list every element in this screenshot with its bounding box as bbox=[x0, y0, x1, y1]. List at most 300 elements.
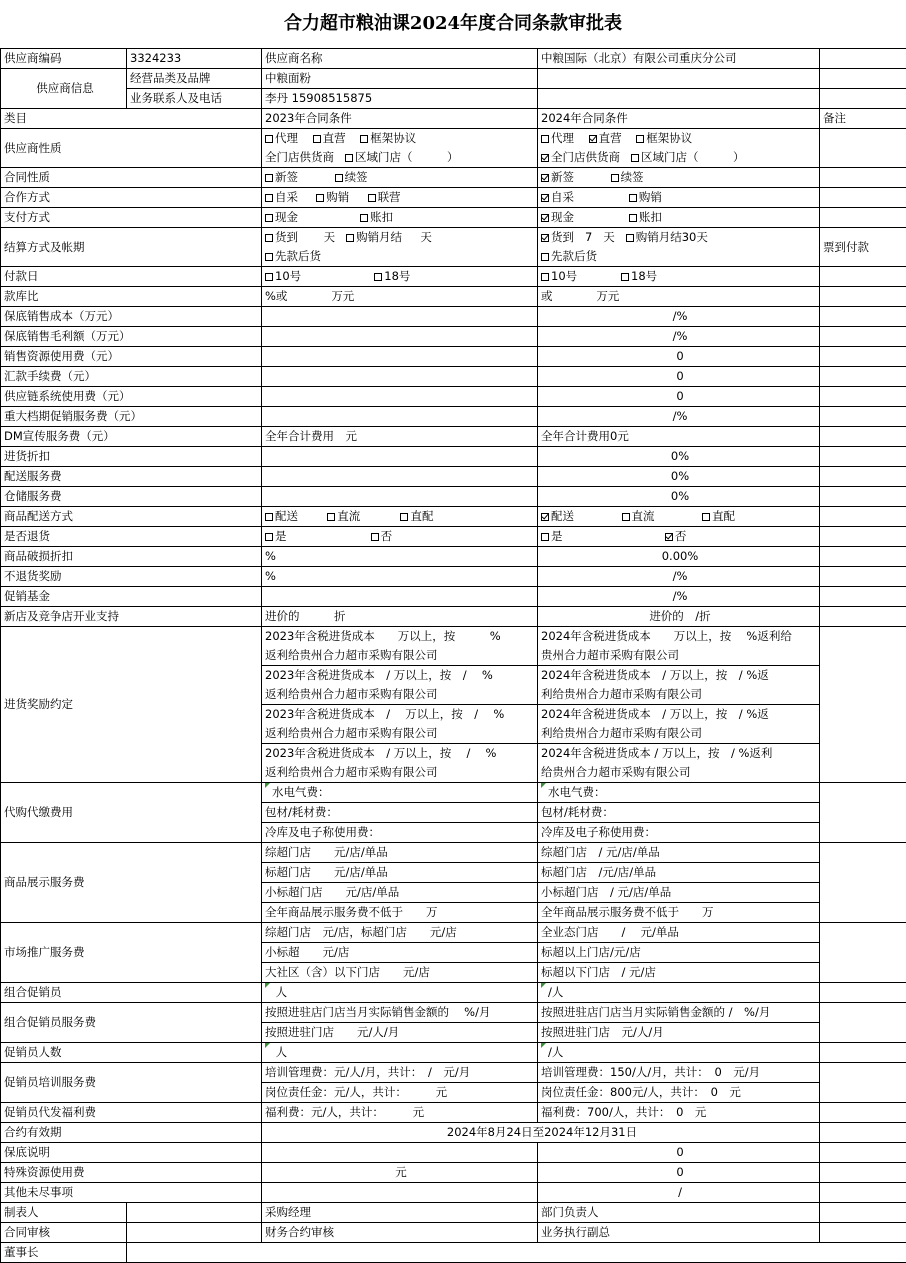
value-2024: 0% bbox=[538, 487, 820, 507]
display-2024-2: 标超门店 /元/店/单品 bbox=[538, 863, 820, 883]
empty-cell bbox=[820, 1103, 906, 1123]
row-sign-3 bbox=[1, 1243, 906, 1263]
rebate-2024-3 bbox=[538, 705, 820, 744]
pay-method-label: 支付方式 bbox=[1, 208, 262, 228]
promoter-2024 bbox=[538, 983, 820, 1003]
row-welfare bbox=[1, 1103, 906, 1123]
header-remark: 备注 bbox=[820, 109, 906, 129]
value-2023 bbox=[262, 327, 538, 347]
option-label: 18号 bbox=[631, 269, 657, 283]
option-label: 区域门店 bbox=[355, 150, 401, 164]
value-2024: 0 bbox=[538, 387, 820, 407]
pay-day-label: 付款日 bbox=[1, 267, 262, 287]
display-2024-1: 综超门店 / 元/店/单品 bbox=[538, 843, 820, 863]
value-2023: 全年合计费用 元 bbox=[262, 427, 538, 447]
option-label: 自采 bbox=[275, 190, 298, 204]
supplier-name-label: 供应商名称 bbox=[262, 49, 538, 69]
checkbox[interactable] bbox=[265, 533, 273, 541]
empty-cell bbox=[820, 507, 906, 527]
row-guarantee bbox=[1, 1143, 906, 1163]
settle-text: 天 bbox=[420, 230, 432, 244]
rebate-line: 2023年含税进货成本 / 万以上，按 / % bbox=[265, 705, 537, 724]
row-other bbox=[1, 1183, 906, 1203]
nature-2023 bbox=[262, 129, 538, 168]
ratio-text: 万元 bbox=[596, 289, 619, 303]
supplier-name-value: 中粮国际（北京）有限公司重庆分公司 bbox=[538, 49, 820, 69]
checkbox[interactable] bbox=[265, 234, 273, 242]
empty-cell bbox=[820, 607, 906, 627]
checkbox[interactable] bbox=[541, 253, 549, 261]
contract-type-2023 bbox=[262, 168, 538, 188]
value-2023: % bbox=[262, 567, 538, 587]
value-2024: 0 bbox=[538, 347, 820, 367]
display-label: 商品展示服务费 bbox=[1, 843, 262, 923]
market-2023-3: 大社区（含）以下门店 元/店 bbox=[262, 963, 538, 983]
checkbox[interactable] bbox=[541, 273, 549, 281]
comment-marker-icon bbox=[541, 983, 546, 988]
empty-cell bbox=[820, 587, 906, 607]
empty-cell bbox=[820, 129, 906, 168]
nature-2024 bbox=[538, 129, 820, 168]
row-promo-fund bbox=[1, 587, 906, 607]
empty-cell bbox=[820, 327, 906, 347]
promoter-count-2024 bbox=[538, 1043, 820, 1063]
checkbox[interactable] bbox=[265, 135, 273, 143]
row-label: 保底销售毛利额（万元） bbox=[1, 327, 262, 347]
option-label: 购销 bbox=[639, 190, 662, 204]
row-label: 销售资源使用费（元） bbox=[1, 347, 262, 367]
row-market-1 bbox=[1, 923, 906, 943]
empty-cell bbox=[820, 843, 906, 923]
settle-label: 结算方式及帐期 bbox=[1, 228, 262, 267]
value-2023 bbox=[262, 587, 538, 607]
value-2024: /% bbox=[538, 327, 820, 347]
checkbox[interactable] bbox=[702, 513, 710, 521]
market-label: 市场推广服务费 bbox=[1, 923, 262, 983]
checkbox[interactable] bbox=[265, 174, 273, 182]
training-2024-1: 培训管理费：150/人/月，共计： 0 元/月 bbox=[538, 1063, 820, 1083]
rebate-line: 返利给贵州合力超市采购有限公司 bbox=[265, 724, 537, 743]
agency-2023-1 bbox=[262, 783, 538, 803]
special-2023: 元 bbox=[262, 1163, 538, 1183]
value-2023 bbox=[262, 367, 538, 387]
row-label: 进货折扣 bbox=[1, 447, 262, 467]
option-label: 直配 bbox=[712, 509, 735, 523]
supplier-code-value: 3324233 bbox=[127, 49, 262, 69]
ratio-text: %或 bbox=[265, 289, 287, 303]
settle-remark: 票到付款 bbox=[820, 228, 906, 267]
promoter-fee-2024-2: 按照进驻门店 元/人/月 bbox=[538, 1023, 820, 1043]
empty-cell bbox=[820, 367, 906, 387]
row-min-sales-cost bbox=[1, 307, 906, 327]
rebate-line: 利给贵州合力超市采购有限公司 bbox=[541, 685, 819, 704]
checkbox[interactable] bbox=[313, 135, 321, 143]
maker-field[interactable] bbox=[127, 1203, 262, 1223]
rebate-line: 2024年含税进货成本 / 万以上，按 / %返 bbox=[541, 705, 819, 724]
checkbox[interactable] bbox=[541, 194, 549, 202]
value-2024: /% bbox=[538, 407, 820, 427]
comment-marker-icon bbox=[265, 983, 270, 988]
row-damage-discount bbox=[1, 547, 906, 567]
row-sign-1 bbox=[1, 1203, 906, 1223]
row-label: 不退货奖励 bbox=[1, 567, 262, 587]
empty-cell bbox=[820, 69, 906, 89]
empty-cell bbox=[820, 188, 906, 208]
vp-label: 业务执行副总 bbox=[538, 1223, 820, 1243]
rebate-label: 进货奖励约定 bbox=[1, 627, 262, 783]
row-contract-type bbox=[1, 168, 906, 188]
value-2023 bbox=[262, 487, 538, 507]
option-label: 框架协议 bbox=[370, 131, 416, 145]
purchase-manager-label: 采购经理 bbox=[262, 1203, 538, 1223]
value-2024: 0.00% bbox=[538, 547, 820, 567]
checkbox[interactable] bbox=[629, 194, 637, 202]
row-pay-method bbox=[1, 208, 906, 228]
empty-cell bbox=[820, 467, 906, 487]
option-label: 账扣 bbox=[370, 210, 393, 224]
agency-2024-2: 包材/耗材费： bbox=[538, 803, 820, 823]
value-2023: % bbox=[262, 547, 538, 567]
settle-text: 货到 bbox=[275, 230, 298, 244]
contact-value: 李丹 15908515875 bbox=[262, 89, 538, 109]
checkbox[interactable] bbox=[541, 533, 549, 541]
empty-cell bbox=[820, 487, 906, 507]
inventory-ratio-label: 款库比 bbox=[1, 287, 262, 307]
promoter-count-text: 人 bbox=[276, 1045, 288, 1059]
checkbox[interactable] bbox=[265, 273, 273, 281]
page-title: 合力超市粮油课2024年度合同条款审批表 bbox=[0, 0, 906, 48]
rebate-line: 2024年含税进货成本 / 万以上，按 / %返利 bbox=[541, 744, 819, 763]
returnable-label: 是否退货 bbox=[1, 527, 262, 547]
welfare-label: 促销员代发福利费 bbox=[1, 1103, 262, 1123]
value-2024: 0% bbox=[538, 447, 820, 467]
coop-2023 bbox=[262, 188, 538, 208]
checkbox[interactable] bbox=[265, 253, 273, 261]
rebate-2024-4 bbox=[538, 744, 820, 783]
display-2023-3: 小标超门店 元/店/单品 bbox=[262, 883, 538, 903]
contract-type-2024 bbox=[538, 168, 820, 188]
row-validity bbox=[1, 1123, 906, 1143]
settle-text: 先款后货 bbox=[551, 249, 597, 263]
rebate-2023-2 bbox=[262, 666, 538, 705]
empty-cell bbox=[820, 307, 906, 327]
training-2024-2: 岗位责任金：800元/人，共计： 0 元 bbox=[538, 1083, 820, 1103]
validity-value: 2024年8月24日至2024年12月31日 bbox=[262, 1123, 820, 1143]
checkbox[interactable] bbox=[621, 273, 629, 281]
review-field[interactable] bbox=[127, 1223, 262, 1243]
row-no-return-reward bbox=[1, 567, 906, 587]
region-paren: （ ） bbox=[401, 150, 459, 164]
rebate-line: 返利给贵州合力超市采购有限公司 bbox=[265, 646, 537, 665]
empty-cell bbox=[820, 783, 906, 843]
option-label: 账扣 bbox=[639, 210, 662, 224]
empty-cell bbox=[820, 983, 906, 1003]
row-dm-fee bbox=[1, 427, 906, 447]
promoter-2023 bbox=[262, 983, 538, 1003]
empty-cell bbox=[820, 1223, 906, 1243]
special-2024: 0 bbox=[538, 1163, 820, 1183]
option-label: 代理 bbox=[275, 131, 298, 145]
chairman-field[interactable] bbox=[127, 1243, 906, 1263]
maker-label: 制表人 bbox=[1, 1203, 127, 1223]
rebate-line: 2023年含税进货成本 / 万以上，按 / % bbox=[265, 666, 537, 685]
checkbox[interactable] bbox=[368, 194, 376, 202]
empty-cell bbox=[820, 89, 906, 109]
checkbox[interactable] bbox=[316, 194, 324, 202]
option-label: 代理 bbox=[551, 131, 574, 145]
row-distribution-fee bbox=[1, 467, 906, 487]
value-2024: /% bbox=[538, 567, 820, 587]
row-storage-fee bbox=[1, 487, 906, 507]
chairman-label: 董事长 bbox=[1, 1243, 127, 1263]
rebate-line: 2024年含税进货成本 万以上，按 %返利给 bbox=[541, 627, 819, 646]
rebate-2024-1 bbox=[538, 627, 820, 666]
comment-marker-icon bbox=[265, 1043, 270, 1048]
special-label: 特殊资源使用费 bbox=[1, 1163, 262, 1183]
rebate-line: 给贵州合力超市采购有限公司 bbox=[541, 763, 819, 782]
rebate-2024-2 bbox=[538, 666, 820, 705]
row-label: 保底销售成本（万元） bbox=[1, 307, 262, 327]
review-label: 合同审核 bbox=[1, 1223, 127, 1243]
empty-cell bbox=[820, 627, 906, 783]
row-label: 新店及竞争店开业支持 bbox=[1, 607, 262, 627]
value-2024: /% bbox=[538, 307, 820, 327]
row-sign-2 bbox=[1, 1223, 906, 1243]
inventory-ratio-2024 bbox=[538, 287, 820, 307]
checkbox[interactable] bbox=[541, 174, 549, 182]
supplier-code-label: 供应商编码 bbox=[1, 49, 127, 69]
row-label: 促销基金 bbox=[1, 587, 262, 607]
promoter-text: /人 bbox=[548, 985, 563, 999]
pay-day-2024 bbox=[538, 267, 820, 287]
promoter-text: 人 bbox=[276, 985, 288, 999]
empty-cell bbox=[820, 923, 906, 983]
inventory-ratio-2023 bbox=[262, 287, 538, 307]
row-supplier-contact bbox=[1, 89, 906, 109]
settle-text: 天 bbox=[603, 230, 615, 244]
promoter-fee-label: 组合促销员服务费 bbox=[1, 1003, 262, 1043]
promoter-label: 组合促销员 bbox=[1, 983, 262, 1003]
checkbox[interactable] bbox=[636, 135, 644, 143]
option-label: 10号 bbox=[551, 269, 577, 283]
row-supplier-category bbox=[1, 69, 906, 89]
display-2023-1: 综超门店 元/店/单品 bbox=[262, 843, 538, 863]
empty-cell bbox=[820, 287, 906, 307]
row-new-store-support bbox=[1, 607, 906, 627]
empty-cell bbox=[262, 1183, 538, 1203]
empty-cell bbox=[820, 387, 906, 407]
row-settlement bbox=[1, 228, 906, 267]
agency-text: 水电气费： bbox=[272, 785, 330, 799]
checkbox[interactable] bbox=[265, 194, 273, 202]
row-supplier-nature bbox=[1, 129, 906, 168]
option-label: 新签 bbox=[275, 170, 298, 184]
checkbox[interactable] bbox=[629, 214, 637, 222]
checkbox[interactable] bbox=[360, 135, 368, 143]
option-label: 否 bbox=[675, 529, 687, 543]
checkbox[interactable] bbox=[589, 135, 597, 143]
contact-label: 业务联系人及电话 bbox=[127, 89, 262, 109]
empty-cell bbox=[820, 347, 906, 367]
option-label: 现金 bbox=[551, 210, 574, 224]
validity-label: 合约有效期 bbox=[1, 1123, 262, 1143]
market-2023-2: 小标超 元/店 bbox=[262, 943, 538, 963]
empty-cell bbox=[820, 567, 906, 587]
row-training-1 bbox=[1, 1063, 906, 1083]
empty-cell bbox=[820, 168, 906, 188]
checkbox[interactable] bbox=[371, 533, 379, 541]
rebate-line: 贵州合力超市采购有限公司 bbox=[541, 646, 819, 665]
value-2023 bbox=[262, 407, 538, 427]
dept-head-label: 部门负责人 bbox=[538, 1203, 820, 1223]
header-2023: 2023年合同条件 bbox=[262, 109, 538, 129]
empty-cell bbox=[820, 427, 906, 447]
empty-cell bbox=[820, 267, 906, 287]
value-2024: /% bbox=[538, 587, 820, 607]
empty-cell bbox=[820, 208, 906, 228]
agency-2024-3: 冷库及电子称使用费： bbox=[538, 823, 820, 843]
guarantee-label: 保底说明 bbox=[1, 1143, 262, 1163]
empty-cell bbox=[820, 1123, 906, 1143]
agency-label: 代购代缴费用 bbox=[1, 783, 262, 843]
row-promoter-count bbox=[1, 1043, 906, 1063]
empty-cell bbox=[820, 1003, 906, 1043]
checkbox[interactable] bbox=[360, 214, 368, 222]
promoter-count-label: 促销员人数 bbox=[1, 1043, 262, 1063]
checkbox[interactable] bbox=[374, 273, 382, 281]
option-label: 联营 bbox=[378, 190, 401, 204]
option-label: 框架协议 bbox=[646, 131, 692, 145]
checkbox[interactable] bbox=[335, 174, 343, 182]
value-2024: 0% bbox=[538, 467, 820, 487]
option-label: 是 bbox=[551, 529, 563, 543]
row-agency-1 bbox=[1, 783, 906, 803]
checkbox[interactable] bbox=[631, 154, 639, 162]
promoter-fee-2024-1: 按照进驻店门店当月实际销售金额的 / %/月 bbox=[538, 1003, 820, 1023]
promoter-count-2023 bbox=[262, 1043, 538, 1063]
empty-cell bbox=[820, 1163, 906, 1183]
settle-text: 先款后货 bbox=[275, 249, 321, 263]
agency-2024-1 bbox=[538, 783, 820, 803]
checkbox[interactable] bbox=[345, 154, 353, 162]
option-label: 否 bbox=[381, 529, 393, 543]
checkbox[interactable] bbox=[541, 135, 549, 143]
row-rebate-1 bbox=[1, 627, 906, 666]
option-label: 现金 bbox=[275, 210, 298, 224]
pay-method-2023 bbox=[262, 208, 538, 228]
option-label: 直配 bbox=[410, 509, 433, 523]
empty-cell bbox=[820, 407, 906, 427]
row-label: 重大档期促销服务费（元） bbox=[1, 407, 262, 427]
row-coop bbox=[1, 188, 906, 208]
promoter-count-text: /人 bbox=[548, 1045, 563, 1059]
checkbox[interactable] bbox=[611, 174, 619, 182]
row-promoter bbox=[1, 983, 906, 1003]
option-label: 直营 bbox=[323, 131, 346, 145]
checkbox[interactable] bbox=[327, 513, 335, 521]
checkbox[interactable] bbox=[541, 154, 549, 162]
value-2023 bbox=[262, 347, 538, 367]
empty-cell bbox=[820, 1203, 906, 1223]
checkbox[interactable] bbox=[346, 234, 354, 242]
checkbox[interactable] bbox=[265, 513, 273, 521]
delivery-2024 bbox=[538, 507, 820, 527]
checkbox[interactable] bbox=[400, 513, 408, 521]
empty-cell bbox=[538, 89, 820, 109]
display-2023-4: 全年商品展示服务费不低于 万 bbox=[262, 903, 538, 923]
comment-marker-icon bbox=[541, 783, 546, 788]
rebate-line: 2023年含税进货成本 / 万以上，按 / % bbox=[265, 744, 537, 763]
checkbox[interactable] bbox=[665, 533, 673, 541]
finance-review-label: 财务合约审核 bbox=[262, 1223, 538, 1243]
row-pay-day bbox=[1, 267, 906, 287]
row-label: 汇款手续费（元） bbox=[1, 367, 262, 387]
returnable-2023 bbox=[262, 527, 538, 547]
ratio-text: 或 bbox=[541, 289, 553, 303]
empty-cell bbox=[820, 527, 906, 547]
checkbox[interactable] bbox=[626, 234, 634, 242]
checkbox[interactable] bbox=[541, 234, 549, 242]
checkbox[interactable] bbox=[541, 214, 549, 222]
agency-2023-3: 冷库及电子称使用费： bbox=[262, 823, 538, 843]
rebate-2023-1 bbox=[262, 627, 538, 666]
settle-2023 bbox=[262, 228, 538, 267]
value-2023: 进价的 折 bbox=[262, 607, 538, 627]
option-label: 配送 bbox=[551, 509, 574, 523]
empty-cell bbox=[820, 547, 906, 567]
welfare-2024: 福利费：700/人，共计： 0 元 bbox=[538, 1103, 820, 1123]
option-label: 全门店供货商 bbox=[265, 150, 334, 164]
checkbox[interactable] bbox=[265, 214, 273, 222]
header-2024: 2024年合同条件 bbox=[538, 109, 820, 129]
empty-cell bbox=[262, 1143, 538, 1163]
value-2023 bbox=[262, 447, 538, 467]
option-label: 自采 bbox=[551, 190, 574, 204]
contract-type-label: 合同性质 bbox=[1, 168, 262, 188]
row-special bbox=[1, 1163, 906, 1183]
comment-marker-icon bbox=[541, 1043, 546, 1048]
nature-label: 供应商性质 bbox=[1, 129, 262, 168]
row-label: DM宣传服务费（元） bbox=[1, 427, 262, 447]
pay-method-2024 bbox=[538, 208, 820, 228]
settle-text: 购销月结30天 bbox=[636, 230, 708, 244]
checkbox[interactable] bbox=[541, 513, 549, 521]
row-delivery bbox=[1, 507, 906, 527]
empty-cell bbox=[538, 69, 820, 89]
row-header bbox=[1, 109, 906, 129]
display-2024-3: 小标超门店 / 元/店/单品 bbox=[538, 883, 820, 903]
option-label: 配送 bbox=[275, 509, 298, 523]
row-supplier-code bbox=[1, 49, 906, 69]
rebate-line: 2024年含税进货成本 / 万以上，按 / %返 bbox=[541, 666, 819, 685]
rebate-2023-4 bbox=[262, 744, 538, 783]
rebate-line: 返利给贵州合力超市采购有限公司 bbox=[265, 685, 537, 704]
row-display-1 bbox=[1, 843, 906, 863]
row-label: 仓储服务费 bbox=[1, 487, 262, 507]
option-label: 直营 bbox=[599, 131, 622, 145]
settle-days: 7 bbox=[585, 230, 592, 244]
category-value: 中粮面粉 bbox=[262, 69, 538, 89]
row-min-gross-profit bbox=[1, 327, 906, 347]
delivery-label: 商品配送方式 bbox=[1, 507, 262, 527]
row-label: 商品破损折扣 bbox=[1, 547, 262, 567]
rebate-2023-3 bbox=[262, 705, 538, 744]
value-2024: 全年合计费用0元 bbox=[538, 427, 820, 447]
coop-2024 bbox=[538, 188, 820, 208]
coop-label: 合作方式 bbox=[1, 188, 262, 208]
checkbox[interactable] bbox=[622, 513, 630, 521]
market-2023-1: 综超门店 元/店，标超门店 元/店 bbox=[262, 923, 538, 943]
